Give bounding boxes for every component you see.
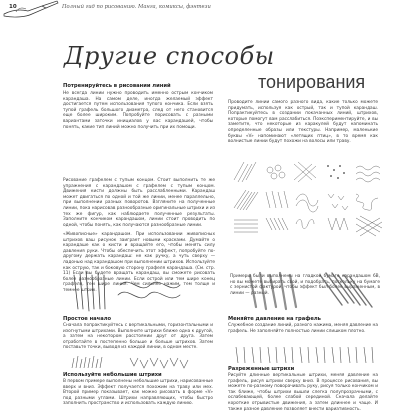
lively-note: «Живописные» карандашом. При использовании живописных штрихов ваш рисунок заиграет новыми красками. Думайте о карандаше как о кисти и вращайте его, чтобы менять силу давления руки. Чтобы обеспечить этот эффект, попробуйте по-другому держать карандаш: не как ручку, а чуть сверху — ладонью над карандашом при выполнении штрихов. Используйте как острую, так и боковую сторону графеля карандаша. (См. стр. 11) Если вы будете вращать карандаш, вы сможете рисовать более разнообразные линии. Если острой или тем шире конец графеля, тем шире линия. Чем сильнее нажим, тем толще и темнее штрих. [63, 232, 215, 293]
swatch-strokes [266, 191, 288, 208]
stroke-pressure-group [250, 273, 296, 309]
page-title-line1: Другие способы [64, 42, 275, 70]
page-title-line2: тонирования [258, 72, 366, 92]
swatch-v-marks [328, 194, 348, 210]
section-sparse-strokes [228, 366, 378, 412]
section-text: Рисуйте длинные вертикальные штрихи, меняя давление на графель, рисуя штрихи сверху вниз. В процессе рисования, вы можете по-разному поворачивать руку, рисуя только кончиком и так ближе, чтобы штрихи вышли слегка полупрозрачными, с ослабевающей, более слабой серединой. Сначала делайте короткие отрывистые движения, а затем длиннее и чаще. И также разное давление позволяет внести вариативность. [228, 373, 378, 412]
swatch-diagonal [234, 162, 256, 182]
intro-right-text: Проводите линии самого разного вида, какие только можете придумать, используя как острый, так и тупой карандаш. Попрактикуйтесь в создании покачанных линий, штрихов, которые помогут вам расслабиться. Поэкспериментируйте, и вы заметите, что некоторые из каракулей будут напоминать определенные образы или текстуры. Например, маленькие буквы «V» напоминают «летящих птиц», в то время как волнистые линии будут похожи на волосы или траву. [228, 100, 378, 145]
section-pressure [228, 316, 378, 334]
section-text: Служебное создание линий, разного нажима, меняя давление на графель. Не заполняйте полностью линии слишком плотно. [228, 323, 378, 334]
section-heading: Простое начало [63, 316, 112, 322]
swatch-loops [296, 220, 314, 229]
sparse-strokes-example [232, 345, 382, 365]
section-text: Сначала попрактикуйтесь с вертикальными, горизонтальными и изогнутыми штрихами. Выполните штрихи ближе одна к другой, а затем на некотором расстоянии друг от друга. Затем отработайте в постепенно больше и больше штрихов. Затем поставьте точки, выводя из каждой линии, в одном месте. [63, 323, 213, 351]
swatch-crosshatch [356, 216, 382, 236]
swatch-dense-diagonal [234, 190, 258, 210]
section-heading: Меняйте давление на графель [228, 316, 321, 322]
blunt-note: Рисование графелем с тупым концом. Стоит выполнить те же упражнения с карандашом с графелем с тупым концом. Движения кисти должны быть расслабленными. Карандаш может двигаться по одной и той же линии, менее параллельно, при выполнении разных поворотов. Взгляните на полученные линии, пока нарисовав разнообразные оригинальные штрихи и из тех же фигур, как наблюдаете полученные результаты. Заполните кончиком карандашом, линии стоит проводить по одной, чтобы понять, как получаются разнообразные линии. [63, 178, 215, 228]
stroke-dense-group [320, 273, 372, 307]
section-heading: Используйте небольшие штрихи [63, 372, 162, 378]
running-head: Полный гид по рисованию. Манга, комиксы, фэнтези [62, 4, 211, 10]
swatch-waves [356, 166, 380, 182]
intro-text: Не всегда линии нужно проводить именно острым кончиком карандаша. На самом деле, иногда желаемый эффект достигается путем использования тупого кончика. Если взять тупой графель большого диаметра, след от него становится еще более широким. Попробуйте порисовать с разными вариантами заточки инициалов у вас карандашей, чтобы понять, какие тип линий можно получить при их помощи. [63, 91, 213, 130]
page-number: 10 [9, 4, 17, 10]
swatch-short-hatch [266, 218, 288, 230]
small-strokes-example [70, 348, 210, 372]
stroke-examples-row [70, 265, 390, 315]
swatch-cross [294, 162, 316, 182]
section-heading: Разреженные штрихи [228, 366, 295, 372]
swatch-caption: Примеры были выполнены на гладкой бумаге карандашом 6B, но вы можете выбирать свой, и подобрать, поскольку на бумаге с зернистой фактурой, чтобы эффект был более выраженным, в линии — разный. [230, 274, 380, 296]
intro-heading: Потренируйтесь в рисовании линий [63, 83, 171, 89]
swatch-dots [327, 165, 345, 179]
hatching-swatch-grid [232, 160, 392, 270]
swatch-horizontal [234, 220, 258, 232]
section-text: В первом примере выполнены небольшие штрихи, нарисованные вверх и вниз. Эффект получается похожим на траву или мех. Второй пример показывает, как можно рисовать в форме «V» под разными углами. Штрихи направляющих, чтобы быстро заполнить пространство и использовать каждую линию. [63, 379, 213, 407]
stroke-vertical-group [74, 271, 105, 311]
swatch-curls [296, 194, 318, 212]
intro-block [63, 83, 213, 130]
swatch-zigzag [328, 218, 348, 230]
stroke-scribble-group [118, 282, 180, 298]
section-simple-start [63, 316, 213, 351]
swatch-scribble [356, 194, 378, 210]
pencil-hand-icon [2, 0, 60, 20]
section-small-strokes [63, 372, 213, 407]
swatch-circles [267, 165, 285, 179]
